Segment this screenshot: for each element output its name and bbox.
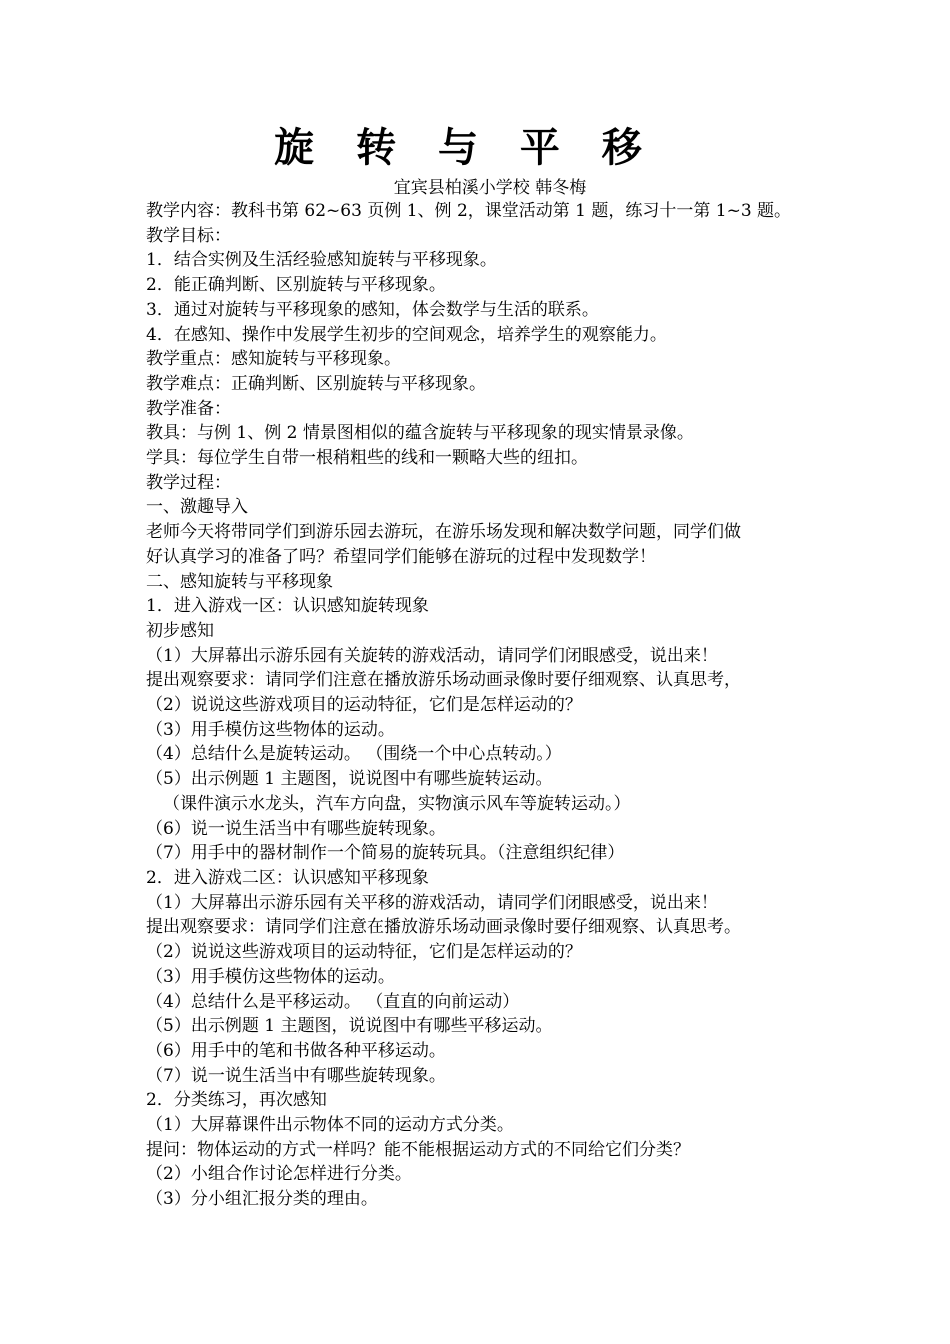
text-line: （6）用手中的笔和书做各种平移运动。 (146, 1040, 446, 1061)
text-line: 提问：物体运动的方式一样吗？能不能根据运动方式的不同给它们分类？ (146, 1139, 690, 1160)
text-line: 教学准备： (146, 398, 231, 419)
text-line: （3）用手模仿这些物体的运动。 (146, 719, 395, 740)
text-line: 2．进入游戏二区：认识感知平移现象 (146, 867, 429, 888)
text-line: 1．结合实例及生活经验感知旋转与平移现象。 (146, 250, 497, 271)
text-line: 教学过程： (146, 472, 231, 493)
text-line: 2．能正确判断、区别旋转与平移现象。 (146, 275, 446, 296)
text-line: 3．通过对旋转与平移现象的感知，体会数学与生活的联系。 (146, 299, 599, 320)
text-line: 一、激趣导入 (146, 497, 248, 518)
text-line: （2）说说这些游戏项目的运动特征，它们是怎样运动的？ (146, 695, 582, 716)
text-line: （2）小组合作讨论怎样进行分类。 (146, 1164, 412, 1185)
text-line: （1）大屏幕出示游乐园有关旋转的游戏活动，请同学们闭眼感受，说出来！ (146, 645, 718, 666)
text-line: （3）分小组汇报分类的理由。 (146, 1189, 378, 1210)
text-line: 提出观察要求：请同学们注意在播放游乐场动画录像时要仔细观察、认真思考， (146, 670, 741, 691)
text-line: 2．分类练习，再次感知 (146, 1090, 327, 1111)
text-line: 学具：每位学生自带一根稍粗些的线和一颗略大些的纽扣。 (146, 448, 588, 469)
text-line: （1）大屏幕课件出示物体不同的运动方式分类。 (146, 1115, 514, 1136)
text-line: （5）出示例题 1 主题图，说说图中有哪些旋转运动。 (146, 769, 553, 790)
text-line: （3）用手模仿这些物体的运动。 (146, 966, 395, 987)
text-line: 1．进入游戏一区：认识感知旋转现象 (146, 596, 429, 617)
text-line: （2）说说这些游戏项目的运动特征，它们是怎样运动的？ (146, 942, 582, 963)
text-line: 教学重点：感知旋转与平移现象。 (146, 349, 401, 370)
document-title: 旋 转 与 平 移 (274, 124, 656, 171)
text-line: 教学难点：正确判断、区别旋转与平移现象。 (146, 373, 486, 394)
text-line: （6）说一说生活当中有哪些旋转现象。 (146, 818, 446, 839)
text-line: 提出观察要求：请同学们注意在播放游乐场动画录像时要仔细观察、认真思考。 (146, 917, 741, 938)
text-line: （4）总结什么是平移运动。 （直直的向前运动） (146, 991, 520, 1012)
text-line: 4．在感知、操作中发展学生初步的空间观念，培养学生的观察能力。 (146, 324, 667, 345)
text-line: 老师今天将带同学们到游乐园去游玩，在游乐场发现和解决数学问题，同学们做 (146, 522, 741, 543)
text-line: 好认真学习的准备了吗？希望同学们能够在游玩的过程中发现数学！ (146, 546, 656, 567)
document-body (146, 199, 836, 1212)
text-line: （1）大屏幕出示游乐园有关平移的游戏活动，请同学们闭眼感受，说出来！ (146, 892, 718, 913)
text-line: （课件演示水龙头，汽车方向盘，实物演示风车等旋转运动。） (163, 793, 631, 814)
text-line: （7）用手中的器材制作一个简易的旋转玩具。（注意组织纪律） (146, 843, 625, 864)
text-line: 初步感知 (146, 620, 214, 641)
text-line: （4）总结什么是旋转运动。 （围绕一个中心点转动。） (146, 744, 562, 765)
text-line: 教具：与例 1、例 2 情景图相似的蕴含旋转与平移现象的现实情景录像。 (146, 423, 694, 444)
text-line: （5）出示例题 1 主题图，说说图中有哪些平移运动。 (146, 1016, 553, 1037)
text-line: （7）说一说生活当中有哪些旋转现象。 (146, 1065, 446, 1086)
text-line: 教学内容：教科书第 62~63 页例 1、例 2，课堂活动第 1 题，练习十一第 1~3 题。 (146, 201, 792, 221)
text-line: 二、感知旋转与平移现象 (146, 571, 333, 592)
document-author: 宜宾县柏溪小学校 韩冬梅 (393, 178, 587, 198)
text-line: 教学目标： (146, 225, 231, 246)
